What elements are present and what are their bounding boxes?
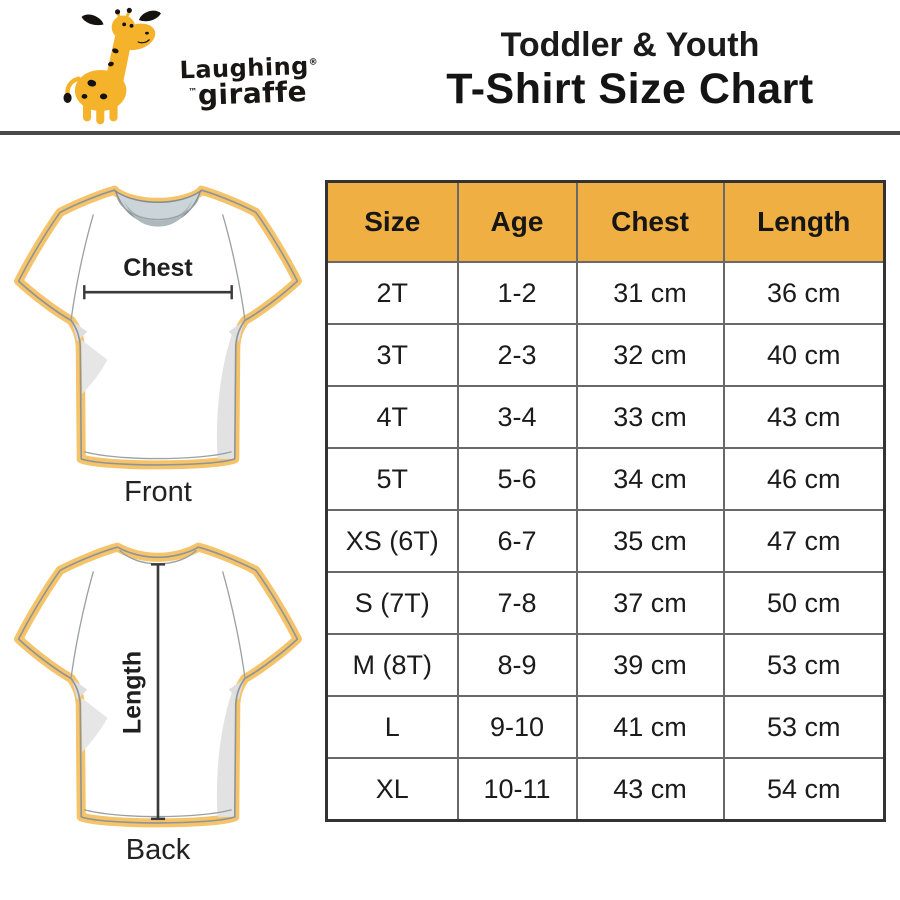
table-row — [327, 448, 885, 510]
cell-size: 2T — [327, 262, 458, 324]
brand-name-line1: Laughing® — [179, 51, 319, 85]
brand-logo — [58, 4, 318, 130]
column-header-size: Size — [327, 182, 458, 263]
column-header-length: Length — [724, 182, 885, 263]
cell-size: XS (6T) — [327, 510, 458, 572]
table-row — [327, 386, 885, 448]
cell-length: 53 cm — [724, 634, 885, 696]
cell-length: 46 cm — [724, 448, 885, 510]
column-header-chest: Chest — [577, 182, 724, 263]
cell-length: 40 cm — [724, 324, 885, 386]
cell-age: 8-9 — [458, 634, 577, 696]
cell-chest: 34 cm — [577, 448, 724, 510]
brand-wordmark — [179, 51, 320, 113]
table-row — [327, 696, 885, 758]
cell-age: 9-10 — [458, 696, 577, 758]
cell-age: 2-3 — [458, 324, 577, 386]
trademark-mark: ™ — [188, 87, 199, 99]
cell-size: M (8T) — [327, 634, 458, 696]
cell-size: 5T — [327, 448, 458, 510]
cell-age: 6-7 — [458, 510, 577, 572]
back-caption: Back — [125, 834, 191, 866]
front-shirt-illustration — [6, 168, 310, 476]
cell-age: 10-11 — [458, 758, 577, 821]
cell-chest: 32 cm — [577, 324, 724, 386]
giraffe-logo-icon — [58, 4, 183, 130]
cell-length: 36 cm — [724, 262, 885, 324]
table-row — [327, 572, 885, 634]
cell-size: XL — [327, 758, 458, 821]
table-row — [327, 262, 885, 324]
cell-size: L — [327, 696, 458, 758]
front-caption: Front — [124, 476, 192, 508]
registered-mark: ® — [308, 57, 319, 68]
front-shirt-diagram — [6, 168, 310, 509]
back-shirt-diagram — [6, 526, 310, 867]
table-header-row — [327, 182, 885, 263]
cell-chest: 35 cm — [577, 510, 724, 572]
cell-length: 47 cm — [724, 510, 885, 572]
title-mainline: T-Shirt Size Chart — [446, 65, 814, 114]
cell-chest: 33 cm — [577, 386, 724, 448]
cell-age: 7-8 — [458, 572, 577, 634]
title-subline: Toddler & Youth — [500, 26, 760, 64]
cell-length: 43 cm — [724, 386, 885, 448]
table-row — [327, 324, 885, 386]
cell-age: 3-4 — [458, 386, 577, 448]
size-table-body — [327, 262, 885, 821]
cell-chest: 37 cm — [577, 572, 724, 634]
cell-chest: 43 cm — [577, 758, 724, 821]
brand-name-line2: ™giraffe — [188, 75, 308, 113]
table-row — [327, 758, 885, 821]
table-row — [327, 634, 885, 696]
cell-length: 53 cm — [724, 696, 885, 758]
cell-age: 5-6 — [458, 448, 577, 510]
cell-chest: 41 cm — [577, 696, 724, 758]
cell-length: 54 cm — [724, 758, 885, 821]
cell-size: S (7T) — [327, 572, 458, 634]
cell-age: 1-2 — [458, 262, 577, 324]
chest-measure-label: Chest — [123, 254, 193, 282]
column-header-age: Age — [458, 182, 577, 263]
cell-chest: 31 cm — [577, 262, 724, 324]
page-title — [400, 26, 860, 115]
cell-length: 50 cm — [724, 572, 885, 634]
size-chart-table — [325, 180, 886, 822]
cell-size: 4T — [327, 386, 458, 448]
length-measure-label: Length — [118, 650, 147, 735]
cell-chest: 39 cm — [577, 634, 724, 696]
page-header — [0, 0, 900, 135]
cell-size: 3T — [327, 324, 458, 386]
table-row — [327, 510, 885, 572]
back-shirt-illustration — [6, 526, 310, 834]
